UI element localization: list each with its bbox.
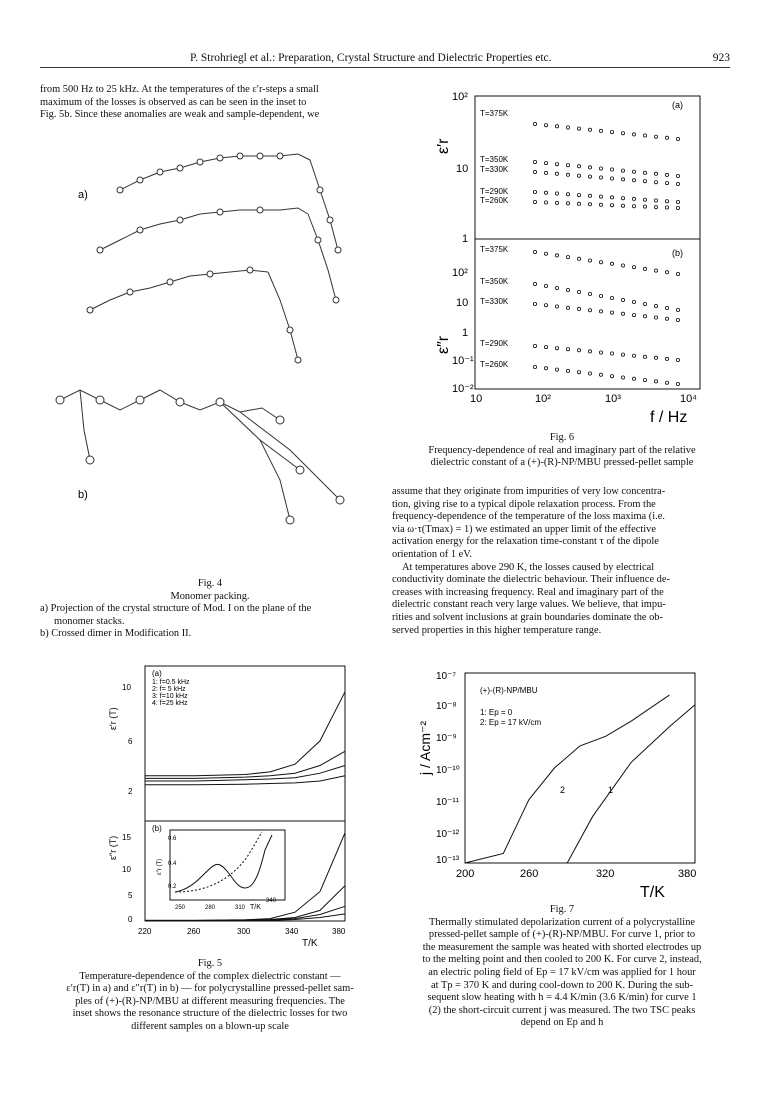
fig6-data-point [665, 271, 668, 274]
text-line: assume that they originate from impurities of very low concentra- [392, 486, 666, 497]
fig6-chart [400, 84, 720, 429]
fig5-caption-line: ε′r(T) in a) and ε″r(T) in b) — for polycrystalline pressed-pellet sam- [66, 983, 354, 995]
fig6-data-point [643, 315, 646, 318]
fig6-data-point [632, 170, 635, 173]
fig6-data-point [566, 193, 569, 196]
fig5-xtick: 260 [187, 927, 201, 936]
fig7-ylabel: j / Acm⁻² [417, 720, 433, 775]
fig7-caption-line: sequent slow heating with h = 4.4 K/min (3.6 K/min) for curve 1 [427, 992, 697, 1004]
fig6a-temp: T=330K [480, 165, 509, 174]
text-line: maximum of the losses is observed as can be seen in the inset to [40, 96, 307, 108]
fig6-data-point [654, 135, 657, 138]
fig7-caption-line: an electric poling field of Ep = 17 kV/cm was applied for 1 hour [428, 966, 696, 978]
fig6-data-point [632, 266, 635, 269]
fig6-data-point [588, 194, 591, 197]
fig6-data-point [544, 346, 547, 349]
fig6-data-point [676, 358, 679, 361]
fig6-data-point [544, 171, 547, 174]
fig6-data-point [676, 318, 679, 321]
fig6-data-point [632, 314, 635, 317]
fig7-ytick: 10⁻¹¹ [436, 797, 460, 808]
fig6-data-point [632, 377, 635, 380]
fig5-inset-ylabel: ε″r (T) [157, 858, 163, 875]
fig5-inset-xtick: 310 [235, 905, 246, 911]
fig7-label: Fig. 7 [549, 904, 575, 915]
fig6-data-point [533, 190, 536, 193]
fig6-data-point [577, 127, 580, 130]
fig6-data-point [555, 368, 558, 371]
fig4-structure-svg [40, 140, 380, 580]
fig4-drawing [40, 140, 380, 580]
molecule-chain [260, 440, 300, 470]
fig6-data-point [643, 180, 646, 183]
fig5-label: Fig. 5 [197, 958, 223, 969]
molecule-chain [90, 270, 268, 310]
fig7-caption-line: the measurement the sample was heated with shorted electrodes up [422, 941, 702, 953]
fig6-data-point [577, 194, 580, 197]
fig6-data-point [643, 171, 646, 174]
fig7-legend-1: 1: Ep = 0 [480, 708, 513, 717]
fig5-caption-line: different samples on a blown-up scale [131, 1020, 289, 1032]
fig6-data-point [654, 199, 657, 202]
fig5-inset-ytick: 0.2 [168, 884, 177, 890]
fig5a-ylabel: ε′r (T) [108, 707, 118, 730]
text-line: served properties in this higher temperature range. [392, 624, 602, 636]
fig6-data-point [676, 137, 679, 140]
fig4-panel-a-label: a) [78, 189, 88, 201]
fig6-data-point [632, 133, 635, 136]
fig6-data-point [566, 202, 569, 205]
molecule-chain [120, 154, 310, 190]
text-line: creases with increasing frequency. Real and imaginary part of the [392, 586, 664, 598]
fig6-caption-line: Frequency-dependence of real and imaginary part of the relative [428, 444, 696, 456]
fig6-data-point [665, 173, 668, 176]
fig7-ytick: 10⁻⁷ [436, 671, 457, 682]
fig6a-temp: T=375K [480, 109, 509, 118]
fig6-label: Fig. 6 [549, 432, 575, 443]
fig6-data-point [610, 196, 613, 199]
fig6-data-point [665, 182, 668, 185]
fig6-data-point [599, 373, 602, 376]
fig5-xtick: 340 [285, 927, 299, 936]
fig6-data-point [599, 167, 602, 170]
header-rule [40, 67, 730, 68]
fig6-xlabel: f / Hz [650, 409, 688, 426]
text-line: rities and solvent inclusions at grain boundaries dominate the ob- [392, 611, 663, 623]
fig6-data-point [566, 173, 569, 176]
fig6a-panel-label: (a) [672, 100, 683, 110]
fig6-data-point [665, 381, 668, 384]
fig6-data-point [577, 349, 580, 352]
fig6-data-point [588, 309, 591, 312]
fig6-data-point [621, 264, 624, 267]
fig6-data-point [555, 305, 558, 308]
fig6-xtick: 10³ [605, 393, 621, 405]
fig6-data-point [533, 365, 536, 368]
fig6-data-point [621, 178, 624, 181]
fig6-data-point [555, 201, 558, 204]
fig5b-ytick: 10 [122, 865, 131, 874]
fig6-data-point [533, 170, 536, 173]
running-title: P. Strohriegl et al.: Preparation, Crystal Structure and Dielectric Properties etc. [190, 52, 552, 64]
fig6-data-point [577, 290, 580, 293]
fig6-data-point [533, 200, 536, 203]
fig6-data-point [643, 134, 646, 137]
fig6-data-point [588, 292, 591, 295]
fig5-legend-3: 3: f=10 kHz [152, 693, 188, 700]
fig7-legend-2: 2: Ep = 17 kV/cm [480, 718, 542, 727]
fig4-item-a2: monomer stacks. [54, 615, 125, 627]
fig6-data-point [577, 202, 580, 205]
fig6-data-point [621, 353, 624, 356]
fig5-inset-frame [170, 830, 285, 900]
fig6a-ytick: 10 [456, 163, 469, 175]
fig6-data-point [632, 300, 635, 303]
fig6-data-point [544, 201, 547, 204]
fig6b-ytick: 10² [452, 267, 468, 279]
fig6-caption [392, 432, 732, 470]
fig6-data-point [555, 286, 558, 289]
fig7-caption-line: to the melting point and then cooled to 200 K. For curve 2, instead, [422, 954, 702, 966]
fig7-xtick: 380 [678, 868, 697, 880]
fig5-caption-line: inset shows the resonance structure of the dielectric losses for two [72, 1008, 348, 1020]
fig6-data-point [588, 128, 591, 131]
fig6-xtick: 10⁴ [680, 393, 697, 405]
fig6a-ylabel: ε′r [435, 138, 452, 154]
fig6-data-point [654, 356, 657, 359]
fig6-svg [400, 84, 720, 429]
fig6-data-point [665, 136, 668, 139]
text-line: At temperatures above 290 K, the losses caused by electrical [402, 561, 655, 573]
fig7-sample-label: (+)-(R)-NP/MBU [480, 686, 538, 695]
fig5-caption-line: Temperature-dependence of the complex dielectric constant — [79, 970, 341, 982]
fig5-legend-1: 1: f=0.5 kHz [152, 679, 190, 686]
fig6-data-point [533, 344, 536, 347]
fig6-data-point [654, 269, 657, 272]
fig6a-temp: T=260K [480, 196, 509, 205]
fig6-data-point [544, 162, 547, 165]
fig4-label: Fig. 4 [197, 578, 223, 589]
fig5b-panel-label: (b) [152, 824, 162, 833]
fig7-ytick: 10⁻¹⁰ [436, 765, 460, 776]
fig6-data-point [577, 307, 580, 310]
text-line: from 500 Hz to 25 kHz. At the temperatures of the ε′r-steps a small [40, 84, 319, 95]
fig6-data-point [654, 172, 657, 175]
fig6-data-point [544, 124, 547, 127]
left-column-text [40, 84, 380, 122]
fig6-data-point [643, 205, 646, 208]
fig6-data-point [588, 203, 591, 206]
fig6-data-point [544, 367, 547, 370]
fig6-data-point [566, 288, 569, 291]
fig6-data-point [621, 169, 624, 172]
molecule-chain [310, 160, 338, 250]
fig6-data-point [610, 352, 613, 355]
fig5a-ytick: 10 [122, 683, 131, 692]
fig6-data-point [533, 122, 536, 125]
fig6-data-point [665, 306, 668, 309]
fig6-data-point [676, 174, 679, 177]
fig5-xtick: 380 [332, 927, 346, 936]
fig6-data-point [621, 204, 624, 207]
fig5-svg [40, 660, 380, 950]
fig7-chart [400, 665, 720, 905]
fig6-data-point [555, 347, 558, 350]
fig5-legend-2: 2: f= 5 kHz [152, 686, 186, 693]
fig6-xtick: 10 [470, 393, 483, 405]
fig6b-panel-label: (b) [672, 248, 683, 258]
fig6-data-point [632, 205, 635, 208]
fig6b-ylabel: ε″r [435, 335, 452, 354]
fig6-data-point [643, 302, 646, 305]
fig7-caption-line: at Tp = 370 K and during cool-down to 200 K. During the sub- [431, 979, 693, 991]
fig5-inset-curve [175, 835, 272, 892]
fig6-data-point [621, 376, 624, 379]
fig7-caption-line: Thermally stimulated depolarization current of a polycrystalline [428, 916, 696, 928]
fig7-caption-line: depend on Ep and h [520, 1017, 604, 1029]
fig6-data-point [676, 308, 679, 311]
fig6-data-point [544, 191, 547, 194]
fig4-item-b: b) Crossed dimer in Modification II. [40, 628, 192, 640]
molecule-chain [60, 390, 280, 420]
fig6-data-point [676, 200, 679, 203]
fig6-data-point [599, 351, 602, 354]
fig6-data-point [610, 177, 613, 180]
fig5-inset-ytick: 0.4 [168, 861, 177, 867]
fig6-data-point [599, 261, 602, 264]
fig7-ytick: 10⁻⁹ [436, 733, 457, 744]
fig6-data-point [555, 254, 558, 257]
fig7-caption [392, 904, 732, 1030]
fig5b-ylabel: ε″r (T) [108, 835, 118, 860]
fig6-data-point [654, 304, 657, 307]
fig7-svg [400, 665, 720, 905]
text-line: Fig. 5b. Since these anomalies are weak and sample-dependent, we [40, 109, 320, 121]
fig6-data-point [676, 182, 679, 185]
fig7-xtick: 260 [520, 868, 539, 880]
fig7-xtick: 320 [596, 868, 615, 880]
fig5-chart [40, 660, 380, 950]
fig6-data-point [610, 204, 613, 207]
fig4-title: Monomer packing. [170, 590, 250, 602]
fig7-ytick: 10⁻⁸ [436, 701, 457, 712]
fig5-caption-line: ples of (+)-(R)-NP/MBU at different measuring frequencies. The [75, 995, 345, 1007]
fig5-inset-xlabel: T/K [250, 904, 261, 911]
fig5-caption [40, 958, 380, 1034]
fig6-data-point [676, 382, 679, 385]
fig6-data-point [588, 372, 591, 375]
fig6-data-point [599, 195, 602, 198]
fig6-data-point [533, 302, 536, 305]
text-line: via ω·τ(Tmax) = 1) we estimated an upper limit of the effective [392, 523, 656, 535]
fig6-data-point [654, 380, 657, 383]
fig6-data-point [544, 252, 547, 255]
text-line: orientation of 1 eV. [392, 548, 473, 560]
fig5a-ytick: 6 [128, 737, 133, 746]
right-column-text [392, 486, 732, 637]
fig6b-temp: T=350K [480, 277, 509, 286]
fig6-data-point [555, 172, 558, 175]
text-line: conductivity dominate the dielectric behaviour. Their influence de- [392, 574, 670, 586]
fig6-data-point [610, 375, 613, 378]
fig6-data-point [610, 131, 613, 134]
fig5-inset-curve [175, 832, 262, 892]
fig6-data-point [599, 203, 602, 206]
fig6-data-point [588, 259, 591, 262]
fig6b-ytick: 10⁻² [452, 383, 474, 395]
fig6b-temp: T=260K [480, 360, 509, 369]
fig6-data-point [610, 168, 613, 171]
fig6-data-point [599, 294, 602, 297]
fig6-data-point [643, 198, 646, 201]
fig7-xlabel: T/K [640, 884, 665, 901]
fig6-data-point [643, 355, 646, 358]
fig6-data-point [555, 192, 558, 195]
fig6-data-point [533, 250, 536, 253]
fig6-data-point [676, 206, 679, 209]
fig6-data-point [665, 200, 668, 203]
fig7-curve-label-2: 2 [560, 785, 566, 795]
fig6-data-point [643, 267, 646, 270]
fig5a-ytick: 2 [128, 787, 133, 796]
fig4-caption [40, 578, 380, 641]
fig6a-frame [475, 96, 700, 239]
fig7-curve-label-1: 1 [608, 785, 614, 795]
fig6-data-point [665, 317, 668, 320]
fig5-xtick: 220 [138, 927, 152, 936]
fig4-item-a: a) Projection of the crystal structure of Mod. I on the plane of the [40, 603, 312, 615]
fig5b-ytick: 5 [128, 891, 133, 900]
fig6b-temp: T=290K [480, 339, 509, 348]
fig6-data-point [588, 166, 591, 169]
fig6-xtick: 10² [535, 393, 551, 405]
text-line: frequency-dependence of the temperature of the loss maxima (i.e. [392, 511, 665, 523]
fig6-data-point [632, 354, 635, 357]
fig6b-frame [475, 239, 700, 389]
fig6-data-point [621, 132, 624, 135]
molecule-chain [80, 390, 90, 460]
text-line: tion, giving rise to a typical dipole relaxation process. From the [392, 498, 656, 510]
fig6-data-point [599, 129, 602, 132]
fig7-ytick: 10⁻¹³ [436, 855, 460, 866]
fig6-caption-line: dielectric constant of a (+)-(R)-NP/MBU pressed-pellet sample [430, 457, 694, 469]
fig6-data-point [676, 272, 679, 275]
fig6-data-point [599, 176, 602, 179]
fig6-data-point [632, 179, 635, 182]
fig5-inset-xtick: 340 [266, 898, 277, 904]
fig6-data-point [533, 160, 536, 163]
fig6b-ytick: 10 [456, 297, 469, 309]
fig6-data-point [610, 311, 613, 314]
fig6b-temp: T=375K [480, 245, 509, 254]
fig6-data-point [555, 163, 558, 166]
fig6-data-point [665, 206, 668, 209]
fig6a-ytick: 10² [452, 91, 468, 103]
fig6-data-point [566, 126, 569, 129]
fig6-data-point [621, 298, 624, 301]
fig6b-ytick: 10⁻¹ [452, 355, 474, 367]
fig6-data-point [665, 357, 668, 360]
fig6-data-point [566, 306, 569, 309]
fig6-data-point [533, 282, 536, 285]
fig5-inset-xtick: 280 [205, 905, 216, 911]
fig6-data-point [610, 296, 613, 299]
fig6-data-point [544, 304, 547, 307]
fig6-data-point [643, 379, 646, 382]
fig6-data-point [610, 262, 613, 265]
fig6-data-point [566, 256, 569, 259]
fig5-inset-ytick: 0.6 [168, 836, 177, 842]
fig5-xlabel: T/K [302, 938, 318, 949]
fig6-data-point [621, 312, 624, 315]
fig4-panel-b-label: b) [78, 489, 88, 501]
text-line: dielectric constant reach very large values. We believe, that impu- [392, 599, 666, 611]
fig6a-temp: T=350K [480, 155, 509, 164]
fig6-data-point [588, 350, 591, 353]
fig6-data-point [588, 175, 591, 178]
fig6b-temp: T=330K [480, 297, 509, 306]
molecule-chain [100, 208, 308, 250]
fig6-data-point [577, 371, 580, 374]
fig7-caption-line: (2) the short-circuit current j was measured. The two TSC peaks [428, 1004, 696, 1016]
fig5-legend-4: 4: f=25 kHz [152, 700, 188, 707]
molecule-chain [240, 412, 340, 500]
fig6-data-point [555, 125, 558, 128]
fig6-data-point [566, 369, 569, 372]
fig6-data-point [621, 197, 624, 200]
fig5b-ytick: 0 [128, 915, 133, 924]
fig6a-temp: T=290K [480, 187, 509, 196]
fig6-data-point [566, 348, 569, 351]
page-number: 923 [712, 52, 730, 64]
fig5-xtick: 300 [237, 927, 251, 936]
fig6-data-point [654, 181, 657, 184]
fig6b-ytick: 1 [462, 327, 469, 339]
molecule-chain [268, 272, 298, 360]
fig6-data-point [544, 284, 547, 287]
fig7-ytick: 10⁻¹² [436, 829, 460, 840]
fig7-xtick: 200 [456, 868, 475, 880]
fig5-inset-xtick: 250 [175, 905, 186, 911]
fig6-data-point [654, 206, 657, 209]
fig6-data-point [577, 165, 580, 168]
fig5b-ytick: 15 [122, 833, 131, 842]
fig6-data-point [577, 174, 580, 177]
fig6a-ytick: 1 [462, 233, 469, 245]
fig5a-panel-label: (a) [152, 669, 162, 678]
fig6-data-point [599, 310, 602, 313]
fig6-data-point [566, 164, 569, 167]
fig6-data-point [654, 316, 657, 319]
fig7-caption-line: pressed-pellet sample of (+)-(R)-NP/MBU. For curve 1, prior to [428, 929, 696, 941]
fig6-data-point [632, 197, 635, 200]
fig6-data-point [577, 257, 580, 260]
text-line: activation energy for the relaxation time-constant τ of the dipole [392, 536, 659, 548]
